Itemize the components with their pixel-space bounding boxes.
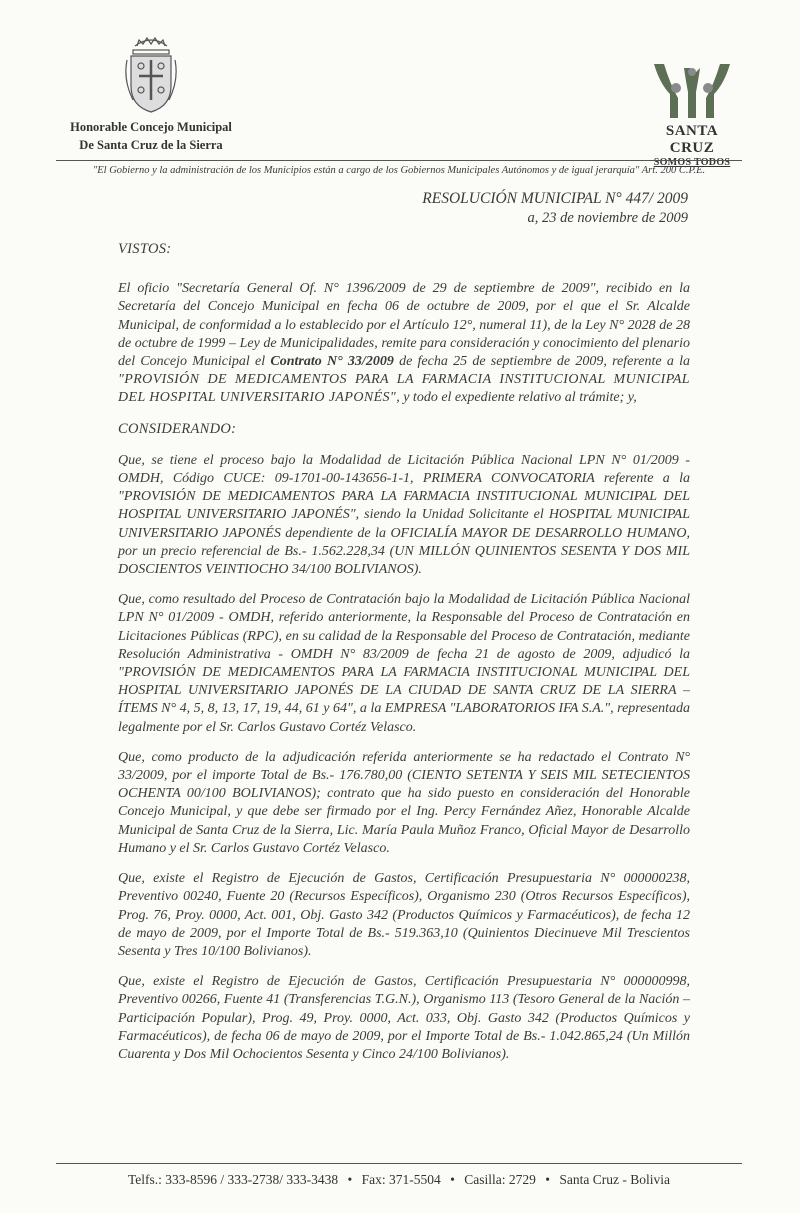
footer-contact	[56, 1172, 742, 1188]
logo-title: SANTA CRUZ	[665, 123, 719, 156]
considerando-paragraph-2: Que, como resultado del Proceso de Contratación bajo la Modalidad de Licitación Pública Nacional LPN N° 01/2009 - OMDH, referido anteriormente, la Responsable del Proceso de Contratación en Licitaciones Públicas (RPC), en su calidad de la Responsable del Proceso de Contratación, mediante Resolución Administrativa - OMDH N° 83/2009 de fecha 21 de agosto de 2009, adjudicó la "PROVISIÓN DE MEDICAMENTOS PARA LA FARMACIA INSTITUCIONAL MUNICIPAL DEL HOSPITAL UNIVERSITARIO JAPONÉS DE LA CIUDAD DE SANTA CRUZ DE LA SIERRA – ÍTEMS N° 4, 5, 8, 13, 17, 19, 44, 61 y 64", a la EMPRESA "LABORATORIOS IFA S.A.", representada legalmente por el Sr. Carlos Gustavo Cortéz Velasco.	[118, 592, 690, 735]
santa-cruz-logo	[642, 58, 742, 168]
vistos-text-a: El oficio "Secretaría General Of. N° 1396/2009 de 29 de septiembre de 2009", recibido en la Secretaría del Concejo Municipal en fecha 06 de octubre de 2009, por el que el Sr. Alcalde Municipal, de conformidad a lo establecido por el Artículo 12°, numeral 11), de la Ley N° 2028 de 28 de octubre de 1999 – Ley de Municipalidades, remite para consideración y conocimiento del plenario del Concejo Municipal el	[118, 281, 690, 370]
footer-city: Santa Cruz - Bolivia	[559, 1172, 670, 1187]
council-name-line2: De Santa Cruz de la Sierra	[79, 138, 223, 152]
footer-divider	[56, 1163, 742, 1164]
logo-subtitle: SOMOS TODOS	[653, 157, 731, 168]
vistos-text-b: de fecha 25 de septiembre de 2009, referente a la	[393, 354, 690, 370]
coat-of-arms-icon	[121, 30, 181, 116]
considerando-heading: CONSIDERANDO:	[118, 420, 237, 437]
contract-number: Contrato N° 33/2009	[270, 354, 394, 370]
considerando-paragraph-5: Que, existe el Registro de Ejecución de Gastos, Certificación Presupuestaria N° 000000998, Preventivo 00266, Fuente 41 (Transferencias T.G.N.), Organismo 113 (Tesoro General de la Nación – Participación Popular), Prog. 49, Proy. 0000, Act. 033, Obj. Gasto 342 (Productos Químicos y Farmacéuticos), de fecha 06 de mayo de 2009, por el Importe Total de Bs.- 1.042.865,24 (Un Millón Cuarenta y Dos Mil Ochocientos Sesenta y Cinco 24/100 Bolivianos).	[118, 974, 690, 1062]
constitution-quote: "El Gobierno y la administración de los Municipios están a cargo de los Gobiernos Municipales Autónomos y de igual jerarquía" Art. 200 C.P.E.	[92, 165, 706, 176]
footer-fax: Fax: 371-5504	[361, 1172, 441, 1187]
people-logo-icon	[644, 58, 740, 122]
footer-separator: •	[347, 1172, 353, 1187]
resolution-date: a, 23 de noviembre de 2009	[527, 210, 688, 226]
vistos-text-c: , y todo el expediente relativo al trámite; y,	[396, 390, 637, 406]
footer-separator: •	[545, 1172, 550, 1187]
header-divider	[56, 160, 742, 161]
contract-subject: "PROVISIÓN DE MEDICAMENTOS PARA LA FARMACIA INSTITUCIONAL MUNICIPAL DEL HOSPITAL UNIVERSITARIO JAPONÉS"	[118, 372, 690, 406]
footer-phones: Telfs.: 333-8596 / 333-2738/ 333-3438	[128, 1172, 339, 1187]
council-name-line1: Honorable Concejo Municipal	[70, 120, 232, 134]
document-body	[118, 240, 690, 1076]
considerando-paragraph-4: Que, existe el Registro de Ejecución de Gastos, Certificación Presupuestaria N° 000000238, Preventivo 00240, Fuente 20 (Recursos Específicos), Organismo 230 (Otros Recursos Específicos), Prog. 76, Proy. 0000, Act. 001, Obj. Gasto 342 (Productos Químicos y Farmacéuticos), de fecha 12 de mayo de 2009, por el Importe Total de Bs.- 519.363,10 (Quinientos Diecinueve Mil Trescientos Sesenta y Tres 10/100 Bolivianos).	[118, 871, 690, 959]
footer-separator: •	[450, 1172, 455, 1187]
vistos-paragraph	[118, 280, 690, 407]
resolution-title: RESOLUCIÓN MUNICIPAL N° 447/ 2009	[422, 190, 688, 207]
considerando-paragraph-3: Que, como producto de la adjudicación referida anteriormente se ha redactado el Contrato N° 33/2009, por el importe Total de Bs.- 176.780,00 (CIENTO SETENTA Y SEIS MIL SETECIENTOS OCHENTA 00/100 BOLIVIANOS); contrato que ha sido puesto en consideración del Honorable Concejo Municipal, y que debe ser firmado por el Ing. Percy Fernández Añez, Honorable Alcalde Municipal de Santa Cruz de la Sierra, Lic. María Paula Muñoz Franco, Oficial Mayor de Desarrollo Humano y el Sr. Carlos Gustavo Cortéz Velasco.	[118, 749, 690, 856]
vistos-heading: VISTOS:	[118, 241, 172, 257]
council-header	[56, 30, 246, 152]
footer-casilla: Casilla: 2729	[464, 1172, 536, 1187]
considerando-paragraph-1: Que, se tiene el proceso bajo la Modalidad de Licitación Pública Nacional LPN N° 01/2009 - OMDH, Código CUCE: 09-1701-00-143656-1-1, PRIMERA CONVOCATORIA referente a la "PROVISIÓN DE MEDICAMENTOS PARA LA FARMACIA INSTITUCIONAL MUNICIPAL DEL HOSPITAL UNIVERSITARIO JAPONÉS", siendo la Unidad Solicitante el HOSPITAL MUNICIPAL UNIVERSITARIO JAPONÉS dependiente de la OFICIALÍA MAYOR DE DESARROLLO HUMANO, por un precio referencial de Bs.- 1.562.228,34 (UN MILLÓN QUINIENTOS SESENTA Y DOS MIL DOSCIENTOS VEINTIOCHO 34/100 BOLIVIANOS).	[118, 452, 690, 578]
